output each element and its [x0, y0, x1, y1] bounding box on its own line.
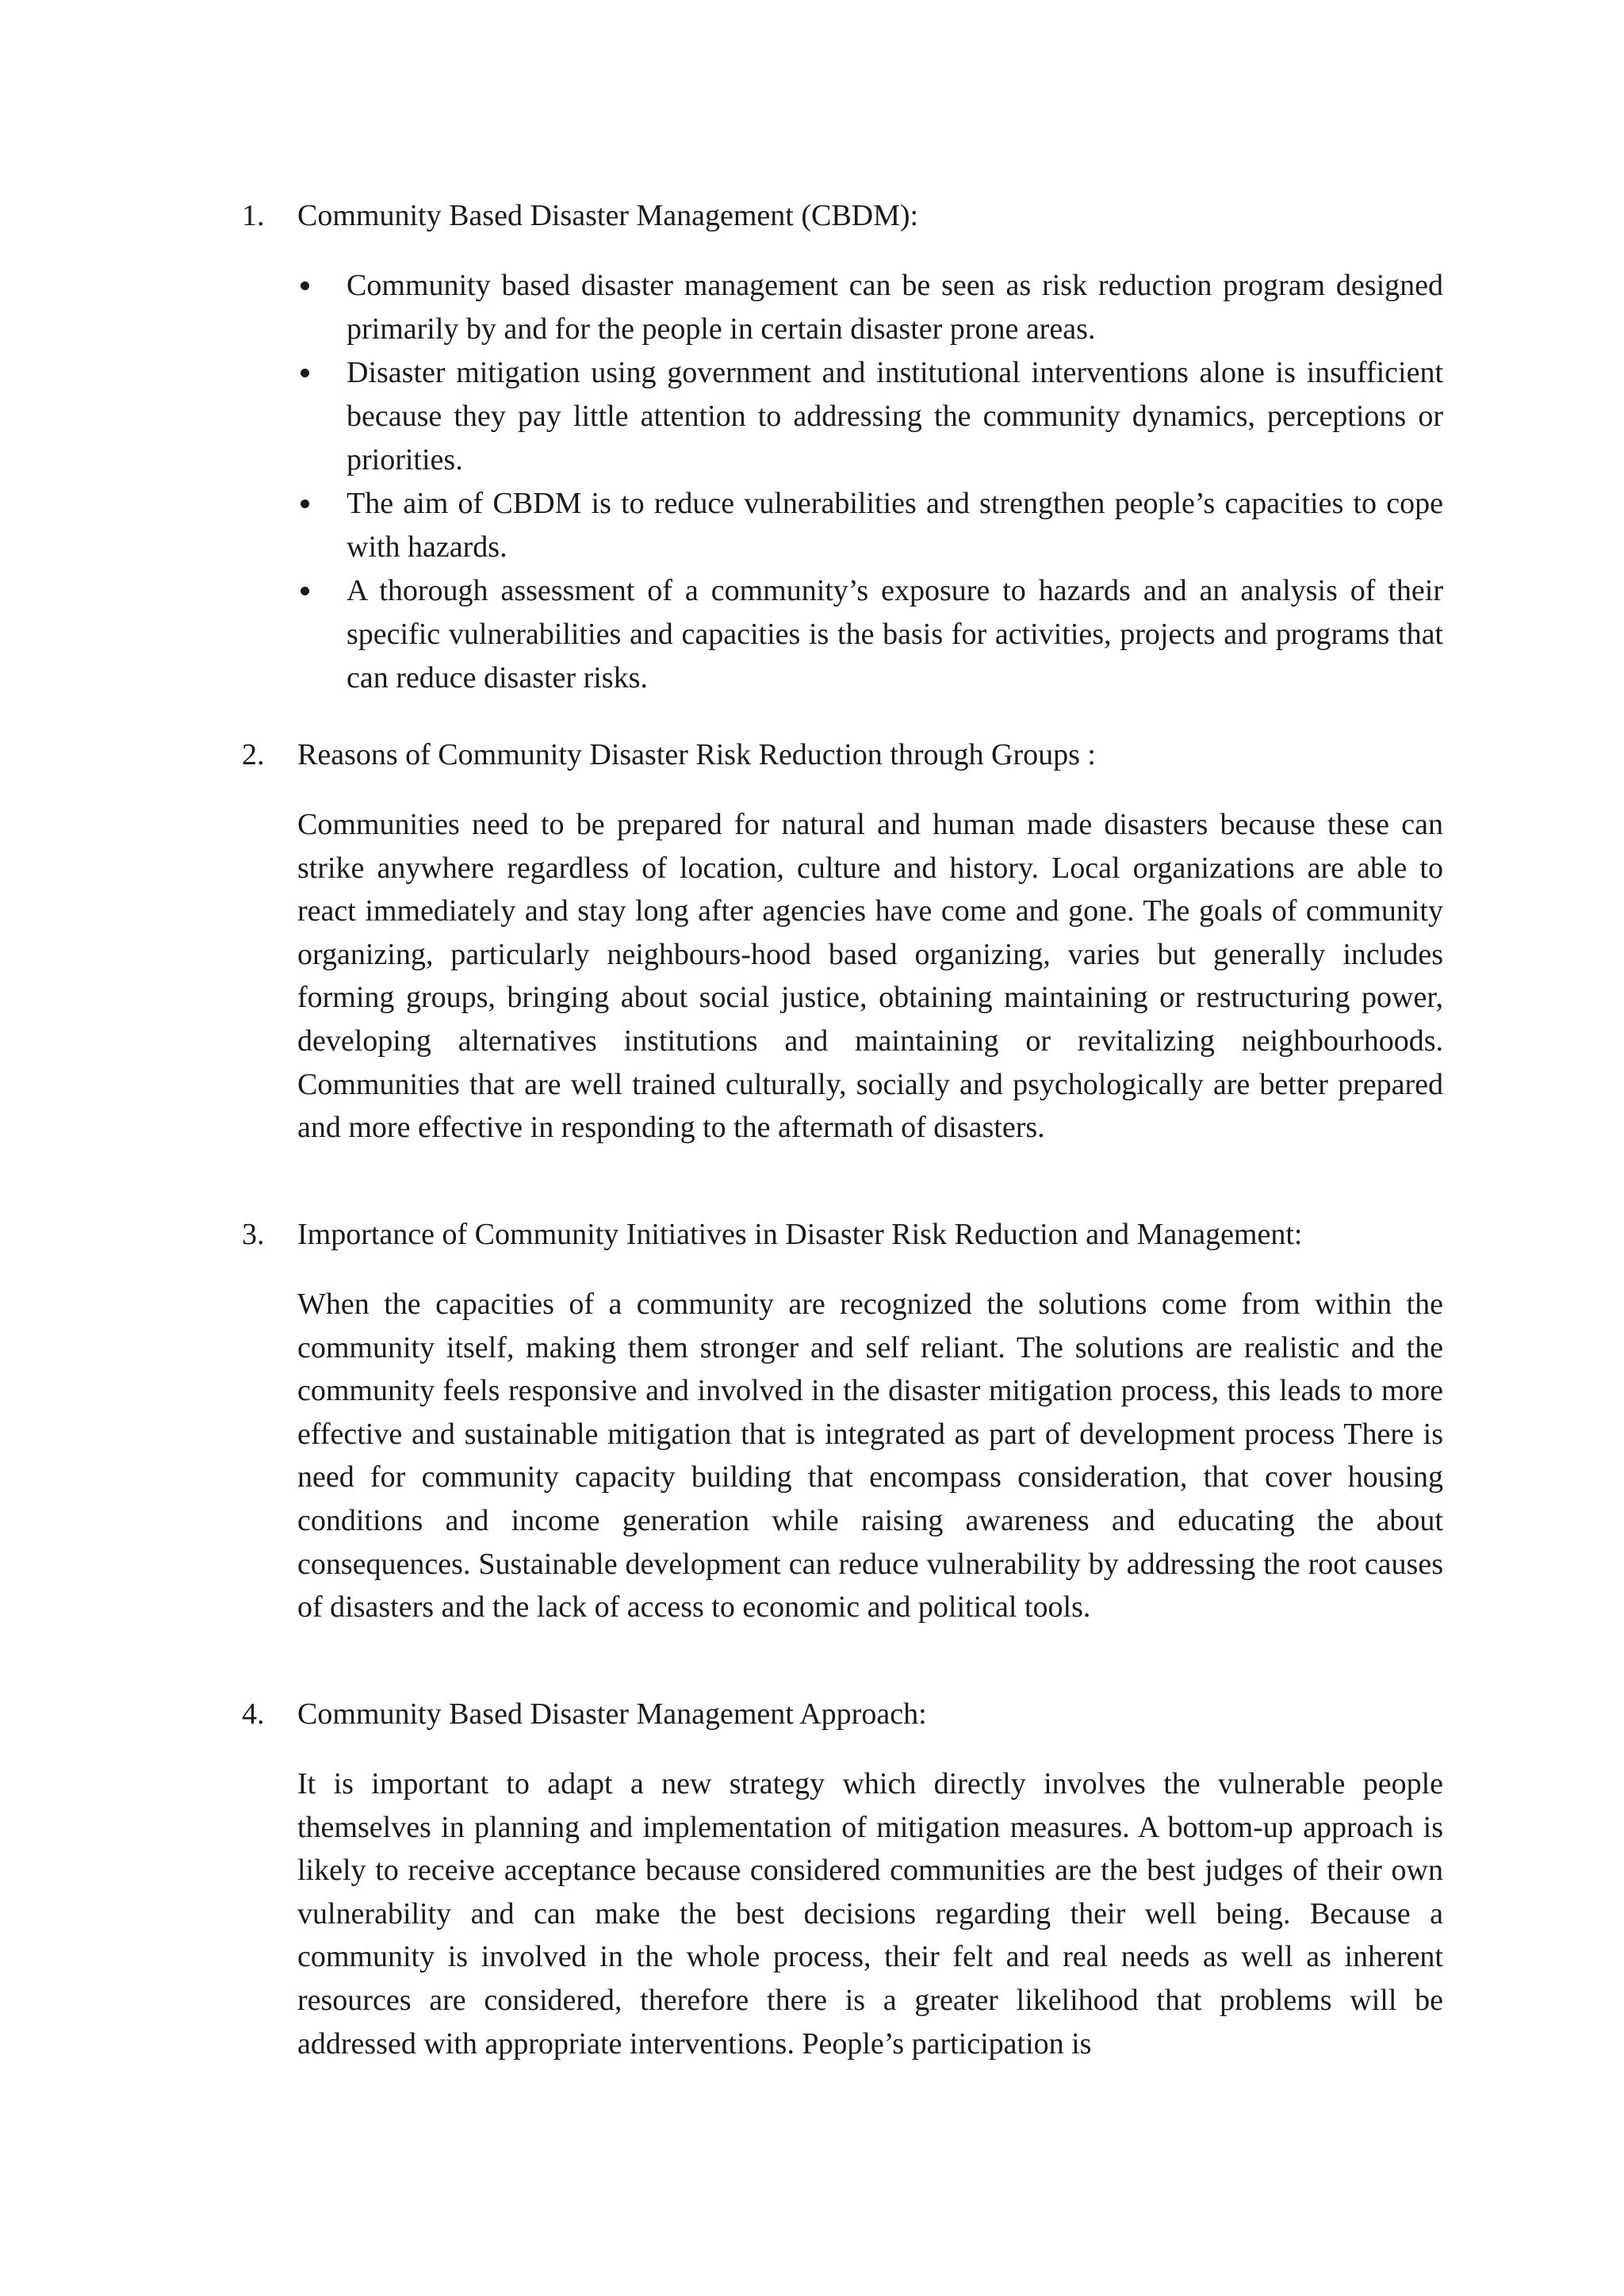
section-paragraph: When the capacities of a community are recognized the solutions come from within the community itself, making them stronger and self reliant. The solutions are realistic and the community feels responsive and involved in the disaster mitigation process, this leads to more effective and sustainable mitigation that is integrated as part of development process There is need for community capacity building that encompass consideration, that cover housing conditions and income generation while raising awareness and educating the about consequences. Sustainable development can reduce vulnerability by addressing the root causes of disasters and the lack of access to economic and political tools.	[297, 1288, 1443, 1624]
section-paragraph: It is important to adapt a new strategy which directly involves the vulnerable people themselves in planning and implementation of mitigation measures. A bottom-up approach is likely to receive acceptance because considered communities are the best judges of their own vulnerability and can make the best decisions regarding their well being. Because a community is involved in the whole process, their felt and real needs as well as inherent resources are considered, therefore there is a greater likelihood that problems will be addressed with appropriate interventions. People’s participation is	[297, 1767, 1443, 2061]
section-title: Reasons of Community Disaster Risk Reduction through Groups :	[297, 738, 1096, 771]
bullet-item	[297, 482, 1443, 569]
bullet-text: Disaster mitigation using government and institutional interventions alone is insufficient because they pay little attention to addressing the community dynamics, perceptions or priorities.	[347, 356, 1443, 476]
bullet-dot-icon	[301, 281, 309, 290]
bullet-list	[297, 264, 1443, 700]
bullet-text: A thorough assessment of a community’s exposure to hazards and an analysis of their specific vulnerabilities and capacities is the basis for activities, projects and programs that can reduce disaster risks.	[347, 574, 1443, 695]
section-3	[242, 1213, 1443, 1624]
bullet-item	[297, 351, 1443, 482]
bullet-dot-icon	[301, 499, 309, 508]
section-number: 3.	[242, 1218, 265, 1251]
section-paragraph: Communities need to be prepared for natural and human made disasters because these can strike anywhere regardless of location, culture and history. Local organizations are able to react immediately and stay long after agencies have come and gone. The goals of community organizing, particularly neighbours-hood based organizing, varies but generally includes forming groups, bringing about social justice, obtaining maintaining or restructuring power, developing alternatives institutions and maintaining or revitalizing neighbourhoods. Communities that are well trained culturally, socially and psychologically are better prepared and more effective in responding to the aftermath of disasters.	[297, 808, 1443, 1145]
section-1	[242, 194, 1443, 695]
section-title: Importance of Community Initiatives in Disaster Risk Reduction and Management:	[297, 1218, 1303, 1251]
section-4	[242, 1693, 1443, 2061]
section-number: 2.	[242, 738, 265, 771]
bullet-text: The aim of CBDM is to reduce vulnerabilities and strengthen people’s capacities to cope with hazards.	[347, 487, 1443, 564]
section-2	[242, 733, 1443, 1145]
section-title: Community Based Disaster Management (CBDM):	[297, 199, 919, 232]
bullet-dot-icon	[301, 587, 309, 595]
section-heading	[242, 733, 1443, 777]
section-title: Community Based Disaster Management Approach:	[297, 1697, 927, 1731]
section-heading	[242, 1693, 1443, 1736]
bullet-item	[297, 569, 1443, 700]
bullet-dot-icon	[301, 369, 309, 377]
bullet-item	[297, 264, 1443, 351]
section-number: 4.	[242, 1697, 265, 1731]
section-number: 1.	[242, 199, 265, 232]
bullet-text: Community based disaster management can be seen as risk reduction program designed primarily by and for the people in certain disaster prone areas.	[347, 269, 1443, 346]
section-heading	[242, 1213, 1443, 1257]
section-heading	[242, 194, 1443, 238]
